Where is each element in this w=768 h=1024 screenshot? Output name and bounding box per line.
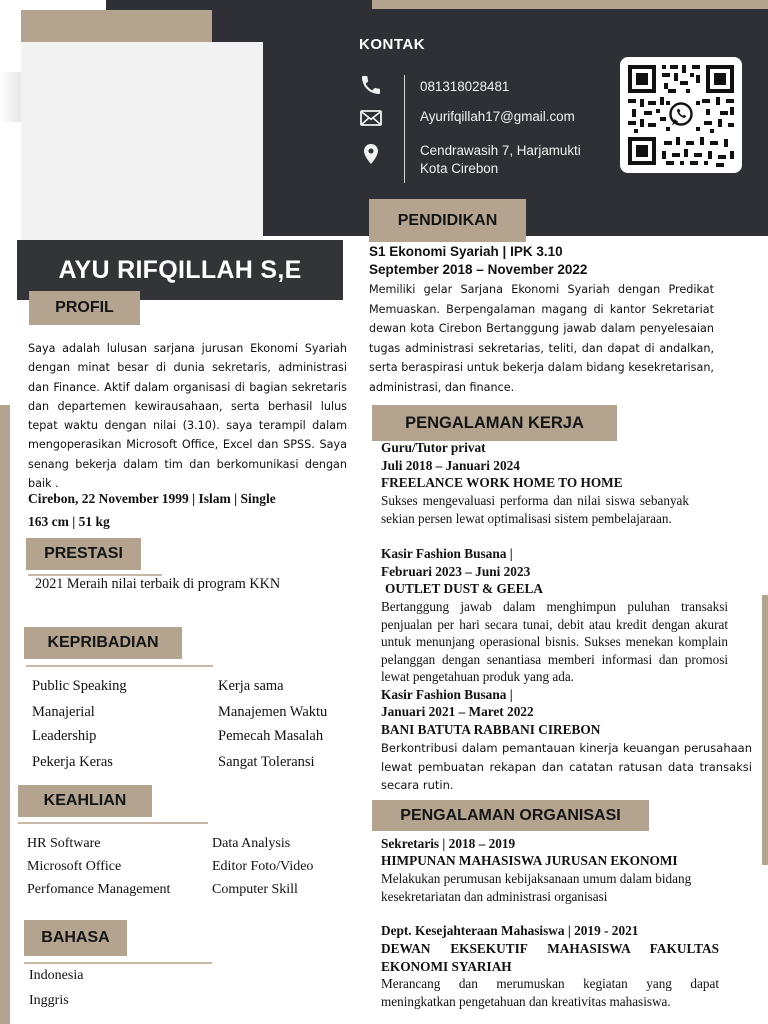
section-title-organization: PENGALAMAN ORGANISASI bbox=[372, 800, 649, 831]
section-title-achievements: PRESTASI bbox=[26, 538, 141, 570]
skill-item: Computer Skill bbox=[212, 882, 298, 897]
languages-rule bbox=[24, 962, 212, 964]
qr-code bbox=[620, 57, 742, 173]
photo-accent-bar bbox=[21, 10, 212, 42]
personality-item: Sangat Toleransi bbox=[218, 754, 315, 770]
contact-title: KONTAK bbox=[359, 36, 426, 53]
section-title-skills: KEAHLIAN bbox=[18, 785, 152, 817]
skills-rule bbox=[18, 822, 208, 824]
section-title-languages: BAHASA bbox=[24, 920, 127, 956]
job-role: Guru/Tutor privat bbox=[381, 440, 486, 455]
job-description: Bertanggung jawab dalam menghimpun puluhan transaksi penjualan per hari secara tunai, debit atau kredit dengan akurat untuk menunjang operasional bisnis. Sukses menekan komplain pelanggan dengan senantiasa memberi informasi dan promosi lewat pengetahuan produk yang ada. bbox=[381, 599, 728, 685]
contact-email: Ayurifqillah17@gmail.com bbox=[420, 109, 575, 124]
personality-item: Leadership bbox=[32, 728, 97, 744]
education-degree: S1 Ekonomi Syariah | IPK 3.10 bbox=[369, 244, 563, 259]
org-role: Dept. Kesejahteraan Mahasiswa | 2019 - 2021 bbox=[381, 923, 639, 938]
skill-item: Perfomance Management bbox=[27, 882, 171, 897]
job-period: Juli 2018 – Januari 2024 bbox=[381, 458, 520, 473]
language-item: Indonesia bbox=[29, 968, 84, 983]
job-role: Kasir Fashion Busana | bbox=[381, 687, 513, 702]
contact-divider bbox=[404, 75, 405, 183]
profile-photo-placeholder bbox=[21, 42, 263, 240]
profile-summary: Saya adalah lulusan sarjana jurusan Ekonomi Syariah dengan minat besar di dunia sekretaris, administrasi dan Finance. Aktif dalam organisasi di bagian sekretaris dan departemen kewirausahaan, serta berhasil lulus tepat waktu dengan nilai (3.10). saya terampil dalam mengoperasikan Microsoft Office, Excel dan SPSS. Saya senang bekerja dalam tim dan berkomunikasi dengan baik . bbox=[28, 342, 347, 491]
personality-item: Pekerja Keras bbox=[32, 754, 113, 770]
org-description: Melakukan perumusan kebijaksanaan umum dalam bidang kesekretariatan dan administrasi organisasi bbox=[381, 871, 692, 904]
job-description: Sukses mengevaluasi performa dan nilai siswa sebanyak sekian persen lewat optimalisasi sistem pembelajaraan. bbox=[381, 493, 689, 526]
personal-info-line1: Cirebon, 22 November 1999 | Islam | Single bbox=[28, 491, 276, 506]
org-name: HIMPUNAN MAHASISWA JURUSAN EKONOMI bbox=[381, 853, 678, 868]
job-period: Februari 2023 – Juni 2023 bbox=[381, 564, 531, 579]
skill-item: Microsoft Office bbox=[27, 859, 122, 874]
contact-address-line1: Cendrawasih 7, Harjamukti bbox=[420, 143, 581, 158]
job-description: Berkontribusi dalam pemantauan kinerja keuangan perusahaan lewat pembuatan rekapan dan catatan ratusan data transaksi secara rutin. bbox=[381, 741, 752, 792]
language-item: Inggris bbox=[29, 993, 69, 1008]
full-name: AYU RIFQILLAH S,E bbox=[58, 256, 302, 284]
top-accent-strip bbox=[372, 0, 768, 9]
personal-info-line2: 163 cm | 51 kg bbox=[28, 514, 110, 529]
personality-item: Pemecah Masalah bbox=[218, 728, 324, 744]
whatsapp-icon bbox=[667, 100, 695, 128]
org-role: Sekretaris | 2018 – 2019 bbox=[381, 836, 516, 851]
contact-phone: 081318028481 bbox=[420, 79, 510, 94]
job-period: Januari 2021 – Maret 2022 bbox=[381, 704, 534, 719]
job-company: BANI BATUTA RABBANI CIREBON bbox=[381, 722, 601, 737]
job-company: FREELANCE WORK HOME TO HOME bbox=[381, 475, 623, 490]
contact-address-line2: Kota Cirebon bbox=[420, 161, 499, 176]
personality-rule bbox=[26, 665, 213, 667]
achievement-item: 2021 Meraih nilai terbaik di program KKN bbox=[35, 576, 281, 592]
personality-item: Manajerial bbox=[32, 704, 95, 720]
org-name: DEWAN EKSEKUTIF MAHASISWA FAKULTAS EKONOMI SYARIAH bbox=[381, 941, 719, 974]
photo-shadow bbox=[0, 72, 22, 122]
right-accent-bar bbox=[762, 595, 768, 865]
section-title-profile: PROFIL bbox=[29, 291, 140, 325]
left-accent-bar bbox=[0, 405, 10, 1024]
section-title-education: PENDIDIKAN bbox=[369, 199, 526, 242]
job-company: OUTLET DUST & GEELA bbox=[385, 581, 544, 596]
education-description: Memiliki gelar Sarjana Ekonomi Syariah dengan Predikat Memuaskan. Berpengalaman magang di kantor Sekretariat dewan kota Cirebon Bertanggung jawab dalam penyelesaian tugas administrasi sekretarias, teliti, dan dapat di andalkan, serta beraspirasi untuk bekerja dalam bidang kesekretarisan, administrasi, dan finance. bbox=[369, 283, 714, 394]
skill-item: HR Software bbox=[27, 836, 101, 851]
location-pin-icon bbox=[359, 142, 383, 166]
phone-icon bbox=[359, 73, 383, 97]
envelope-icon bbox=[359, 106, 383, 130]
section-title-personality: KEPRIBADIAN bbox=[24, 627, 182, 659]
personality-item: Public Speaking bbox=[32, 678, 127, 694]
section-title-work: PENGALAMAN KERJA bbox=[372, 405, 617, 441]
education-period: September 2018 – November 2022 bbox=[369, 262, 588, 277]
skill-item: Data Analysis bbox=[212, 836, 291, 851]
personality-item: Kerja sama bbox=[218, 678, 284, 694]
skill-item: Editor Foto/Video bbox=[212, 859, 314, 874]
qr-code-icon bbox=[620, 57, 742, 173]
org-description: Merancang dan merumuskan kegiatan yang dapat meningkatkan pengetahuan dan kreativitas mahasiswa. bbox=[381, 976, 719, 1009]
personality-item: Manajemen Waktu bbox=[218, 704, 328, 720]
job-role: Kasir Fashion Busana | bbox=[381, 546, 513, 561]
